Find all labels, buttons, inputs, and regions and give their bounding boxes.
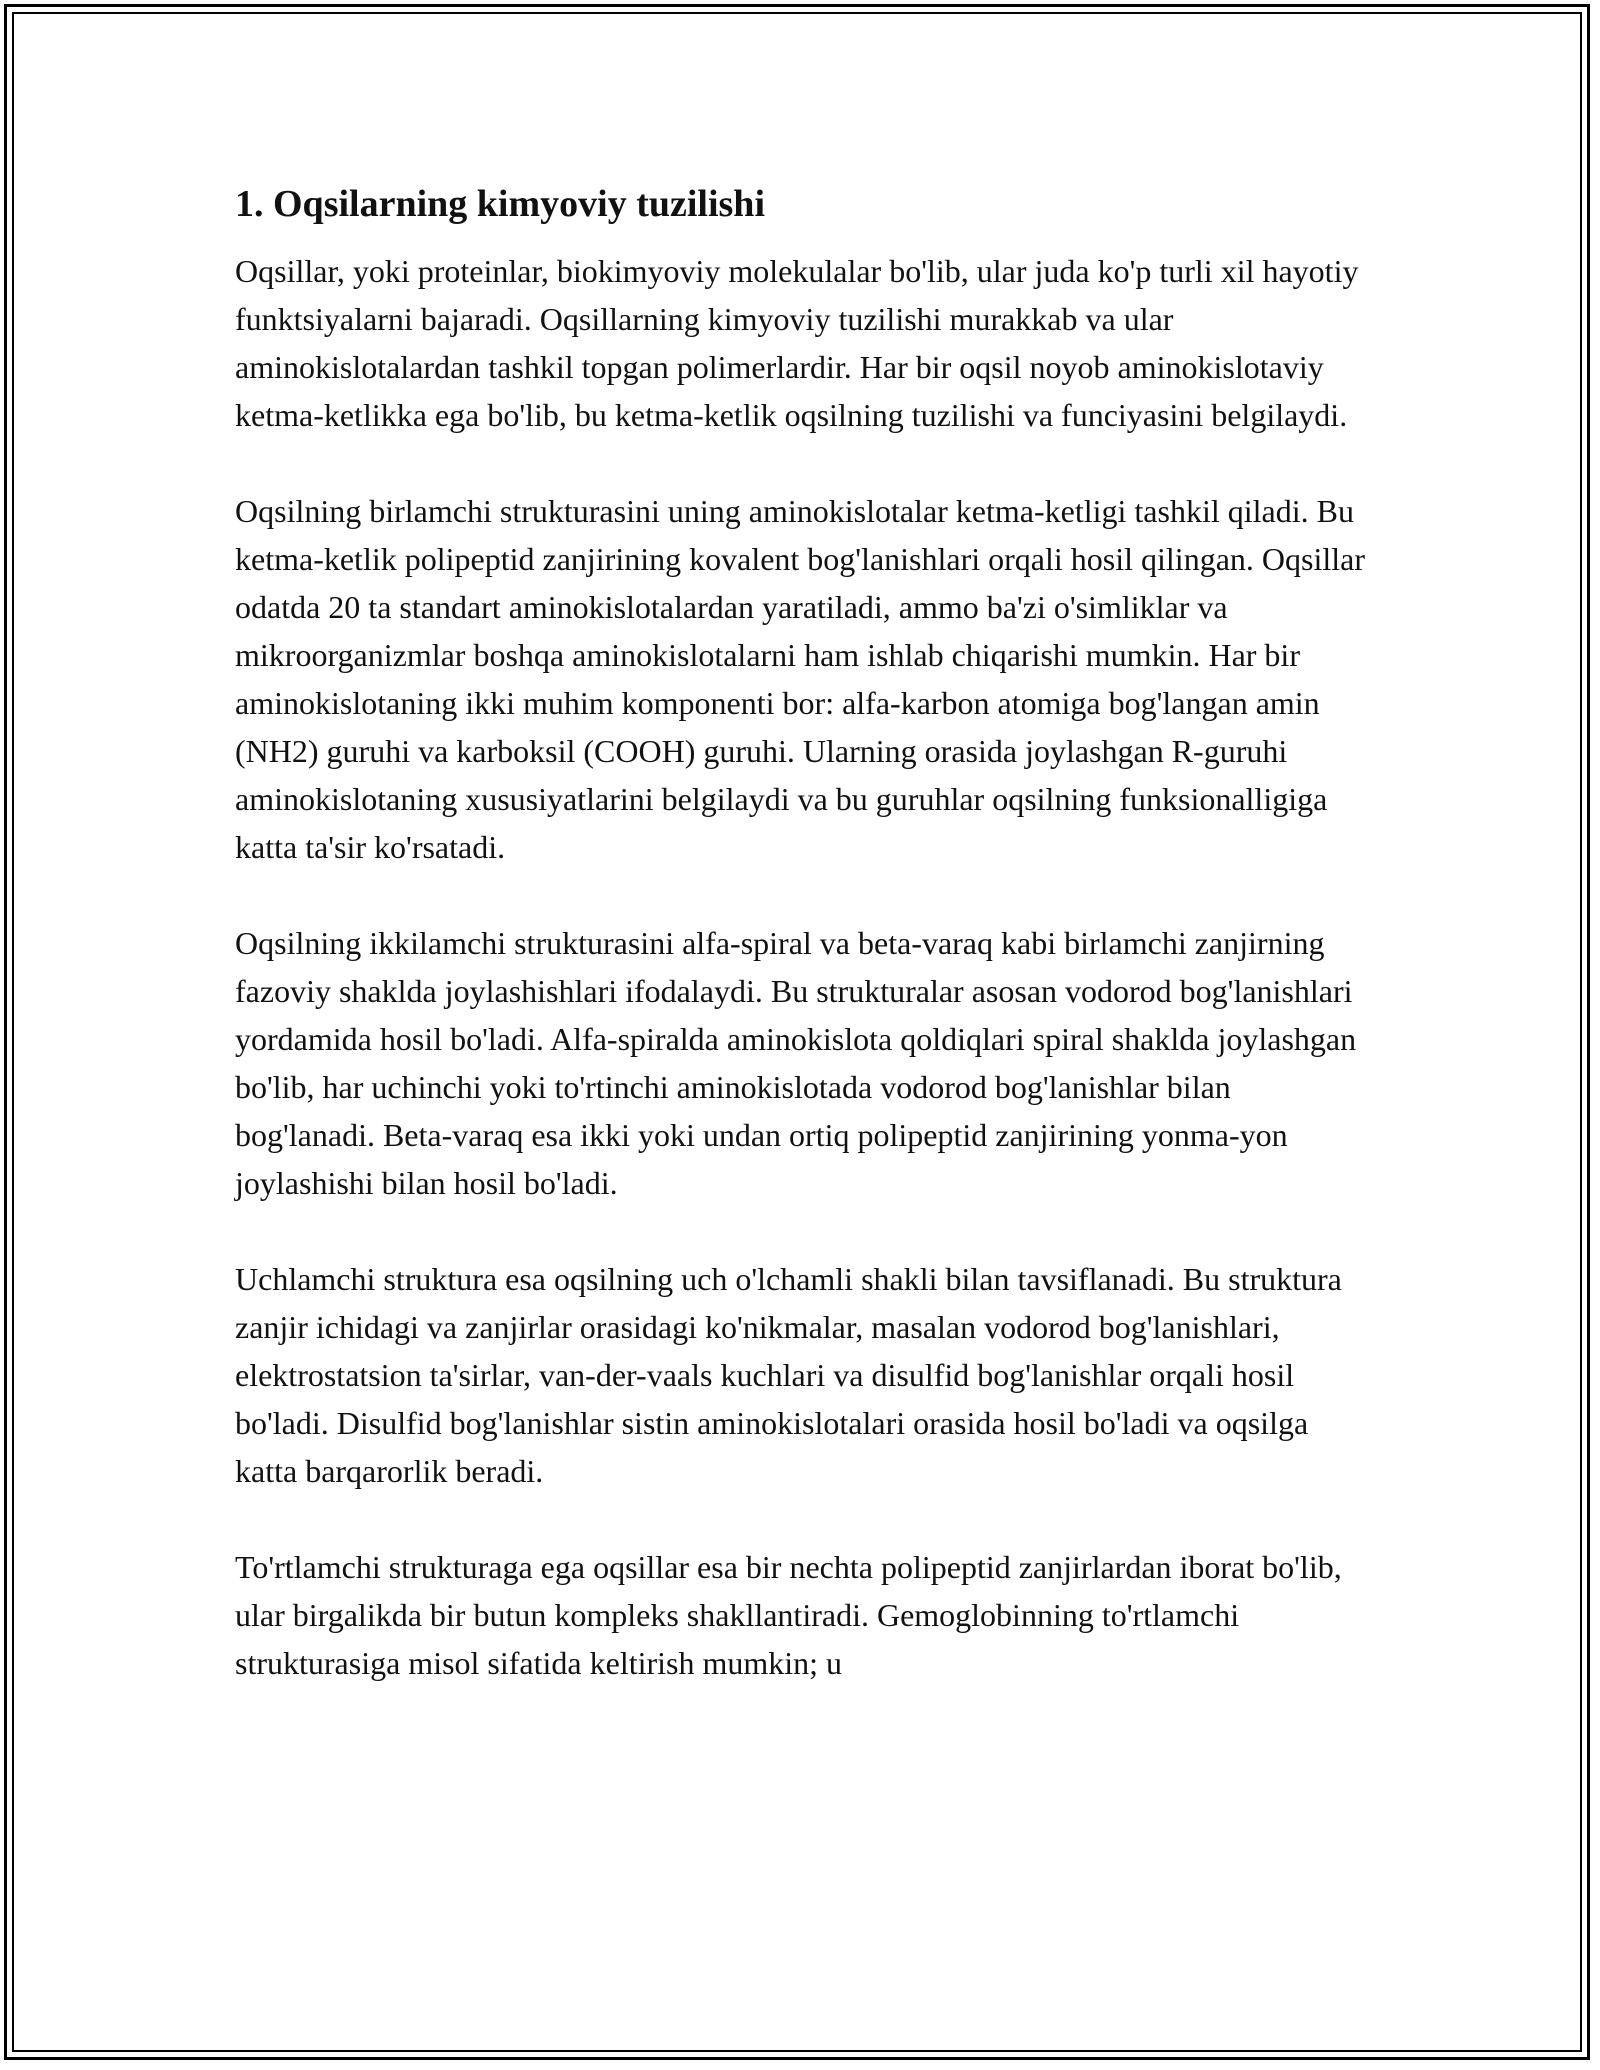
document-body <box>235 180 1375 1735</box>
paragraph-1: Oqsillar, yoki proteinlar, biokimyoviy molekulalar bo'lib, ular juda ko'p turli xil hayotiy funktsiyalarni bajaradi. Oqsillarning kimyoviy tuzilishi murakkab va ular aminokislotalardan tashkil topgan polimerlardir. Har bir oqsil noyob aminokislotaviy ketma-ketlikka ega bo'lib, bu ketma-ketlik oqsilning tuzilishi va funciyasini belgilaydi. <box>235 253 1359 434</box>
paragraph-5: To'rtlamchi strukturaga ega oqsillar esa bir nechta polipeptid zanjirlardan iborat bo'lib, ular birgalikda bir butun kompleks shakllantiradi. Gemoglobinning to'rtlamchi strukturasiga misol sifatida keltirish mumkin; u <box>235 1549 1342 1682</box>
paragraph-4: Uchlamchi struktura esa oqsilning uch o'lchamli shakli bilan tavsiflanadi. Bu struktura zanjir ichidagi va zanjirlar orasidagi ko'nikmalar, masalan vodorod bog'lanishlari, elektrostatsion ta'sirlar, van-der-vaals kuchlari va disulfid bog'lanishlar orqali hosil bo'ladi. Disulfid bog'lanishlar sistin aminokislotalari orasida hosil bo'ladi va oqsilga katta barqarorlik beradi. <box>235 1261 1342 1490</box>
paragraph-2: Oqsilning birlamchi strukturasini uning aminokislotalar ketma-ketligi tashkil qiladi. Bu ketma-ketlik polipeptid zanjirining kovalent bog'lanishlari orqali hosil qilingan. Oqsillar odatda 20 ta standart aminokislotalardan yaratiladi, ammo ba'zi o'simliklar va mikroorganizmlar boshqa aminokislotalarni ham ishlab chiqarishi mumkin. Har bir aminokislotaning ikki muhim komponenti bor: alfa-karbon atomiga bog'langan amin (NH2) guruhi va karboksil (COOH) guruhi. Ularning orasida joylashgan R-guruhi aminokislotaning xususiyatlarini belgilaydi va bu guruhlar oqsilning funksionalligiga katta ta'sir ko'rsatadi. <box>235 493 1365 866</box>
section-heading: 1. Oqsilarning kimyoviy tuzilishi <box>235 183 765 225</box>
paragraph-3: Oqsilning ikkilamchi strukturasini alfa-spiral va beta-varaq kabi birlamchi zanjirning fazoviy shaklda joylashishlari ifodalaydi. Bu strukturalar asosan vodorod bog'lanishlari yordamida hosil bo'ladi. Alfa-spiralda aminokislota qoldiqlari spiral shaklda joylashgan bo'lib, har uchinchi yoki to'rtinchi aminokislotada vodorod bog'lanishlar bilan bog'lanadi. Beta-varaq esa ikki yoki undan ortiq polipeptid zanjirining yonma-yon joylashishi bilan hosil bo'ladi. <box>235 925 1357 1202</box>
